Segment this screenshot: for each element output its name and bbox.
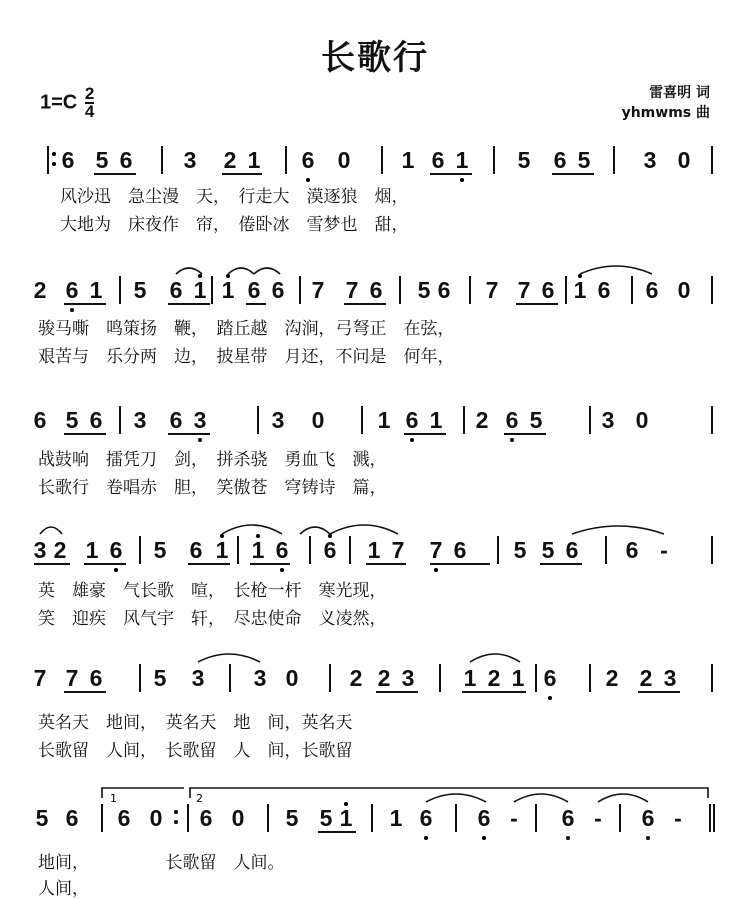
slur xyxy=(198,654,260,662)
lyric-line: 风沙迅 急尘漫 天， 行走大 漠逐狼 烟， xyxy=(60,187,409,207)
note: 7 xyxy=(391,537,405,563)
note: 6 xyxy=(431,147,445,173)
lyric-line: 英 雄豪 气长歌 喧， 长枪一杆 寒光现， xyxy=(38,581,387,601)
note: 6 xyxy=(199,805,213,831)
note: 1 xyxy=(89,277,103,303)
slur xyxy=(40,527,62,534)
composer-credit: yhmwms 曲 xyxy=(621,105,710,121)
note: 2 xyxy=(349,665,363,691)
lyric-line: 笑 迎疾 风气宇 轩， 尽忠使命 义凌然， xyxy=(38,609,387,629)
lyric-line: 长歌行 卷唱赤 胆， 笑傲苍 穹铸诗 篇， xyxy=(38,478,387,498)
note: 2 xyxy=(475,407,489,433)
note: 1 xyxy=(221,277,235,303)
note: 6 xyxy=(275,537,289,563)
note: 1 xyxy=(247,147,261,173)
slur xyxy=(300,527,330,534)
note: 6 xyxy=(565,537,579,563)
note: 1 xyxy=(377,407,391,433)
note: 7 xyxy=(33,665,47,691)
note: 1 xyxy=(85,537,99,563)
note: 6 xyxy=(645,277,659,303)
note: - xyxy=(660,537,668,563)
lyric-line: 战鼓响 擂凭刀 剑， 拼杀骁 勇血飞 溅， xyxy=(38,450,387,470)
note: 7 xyxy=(345,277,359,303)
note: 1 xyxy=(573,277,587,303)
note: - xyxy=(594,805,602,831)
note: 5 xyxy=(35,805,49,831)
octave-dot-low xyxy=(482,836,486,840)
note: 0 xyxy=(677,147,691,173)
lyric-line: 地间， 长歌留 人间。 xyxy=(38,853,285,873)
note: 5 xyxy=(541,537,555,563)
lyricist-credit: 雷喜明 词 xyxy=(649,85,710,101)
octave-dot-low xyxy=(410,438,414,442)
note: 7 xyxy=(429,537,443,563)
note: 0 xyxy=(677,277,691,303)
note: 6 xyxy=(247,277,261,303)
octave-dot-low xyxy=(70,308,74,312)
lyric-line: 人间， xyxy=(38,879,89,899)
lyric-line: 英名天 地间， 英名天 地 间，英名天 xyxy=(38,713,353,733)
note: 6 xyxy=(65,277,79,303)
note: 1 xyxy=(389,805,403,831)
note: 7 xyxy=(311,277,325,303)
note: 6 xyxy=(553,147,567,173)
octave-dot-low xyxy=(114,568,118,572)
note: 5 xyxy=(417,277,431,303)
note: 6 xyxy=(369,277,383,303)
slur xyxy=(572,526,664,534)
note: 6 xyxy=(169,277,183,303)
note: 6 xyxy=(89,407,103,433)
note: 6 xyxy=(597,277,611,303)
note: 2 xyxy=(639,665,653,691)
note: 5 xyxy=(285,805,299,831)
note: 0 xyxy=(337,147,351,173)
octave-dot-low xyxy=(548,696,552,700)
note: 1 xyxy=(429,407,443,433)
note: 1 xyxy=(193,277,207,303)
octave-dot-low xyxy=(510,438,514,442)
note: 5 xyxy=(319,805,333,831)
note: 5 xyxy=(133,277,147,303)
note: 1 xyxy=(511,665,525,691)
slur xyxy=(228,268,254,274)
note: 1 xyxy=(463,665,477,691)
note: 0 xyxy=(149,805,163,831)
octave-dot-low xyxy=(566,836,570,840)
note: 6 xyxy=(109,537,123,563)
note: 6 xyxy=(65,805,79,831)
time-signature-numerator: 2 xyxy=(84,84,95,103)
repeat-dot xyxy=(52,152,56,156)
volta-bracket-2 xyxy=(190,788,708,798)
slur xyxy=(222,525,282,534)
note: 2 xyxy=(223,147,237,173)
note: 1 xyxy=(367,537,381,563)
lyric-line: 骏马嘶 鸣策扬 鞭， 踏丘越 沟涧，弓弩正 在弦， xyxy=(38,319,455,339)
note: 3 xyxy=(643,147,657,173)
lyric-line: 长歌留 人间， 长歌留 人 间，长歌留 xyxy=(38,741,353,761)
note: 0 xyxy=(285,665,299,691)
note: 5 xyxy=(65,407,79,433)
note: 5 xyxy=(577,147,591,173)
note: 2 xyxy=(33,277,47,303)
note: 6 xyxy=(541,277,555,303)
note: 7 xyxy=(65,665,79,691)
repeat-dot xyxy=(52,162,56,166)
note: 6 xyxy=(301,147,315,173)
note: 3 xyxy=(183,147,197,173)
slur xyxy=(598,794,648,802)
note: 5 xyxy=(153,537,167,563)
octave-dot-low xyxy=(434,568,438,572)
note: 3 xyxy=(133,407,147,433)
lyric-line: 艰苦与 乐分两 边， 披星带 月还，不问是 何年， xyxy=(38,347,455,367)
note: 1 xyxy=(455,147,469,173)
time-signature-denominator: 4 xyxy=(84,102,95,121)
note: 1 xyxy=(251,537,265,563)
note: 6 xyxy=(61,147,75,173)
note: 3 xyxy=(253,665,267,691)
note: 5 xyxy=(153,665,167,691)
note: 0 xyxy=(311,407,325,433)
octave-dot-low xyxy=(460,178,464,182)
note: 6 xyxy=(641,805,655,831)
note: 6 xyxy=(89,665,103,691)
repeat-dot xyxy=(174,820,178,824)
note: 6 xyxy=(477,805,491,831)
note: 2 xyxy=(605,665,619,691)
note: 6 xyxy=(561,805,575,831)
note: 6 xyxy=(169,407,183,433)
note: 0 xyxy=(231,805,245,831)
note: 0 xyxy=(635,407,649,433)
note: 6 xyxy=(625,537,639,563)
note: 6 xyxy=(33,407,47,433)
note: 6 xyxy=(437,277,451,303)
note: 3 xyxy=(271,407,285,433)
note: 5 xyxy=(513,537,527,563)
octave-dot-low xyxy=(198,438,202,442)
note: 6 xyxy=(271,277,285,303)
note: 6 xyxy=(405,407,419,433)
slur xyxy=(330,525,398,534)
note: 3 xyxy=(601,407,615,433)
note: 6 xyxy=(505,407,519,433)
song-title: 长歌行 xyxy=(321,38,429,78)
note: 7 xyxy=(485,277,499,303)
octave-dot-low xyxy=(646,836,650,840)
note: 1 xyxy=(401,147,415,173)
note: 5 xyxy=(95,147,109,173)
volta-number-2: 2 xyxy=(196,792,203,805)
slur xyxy=(176,268,202,274)
note: 5 xyxy=(529,407,543,433)
note: 3 xyxy=(193,407,207,433)
slur xyxy=(470,654,520,662)
note: 5 xyxy=(517,147,531,173)
slur xyxy=(514,794,568,802)
note: 7 xyxy=(517,277,531,303)
note: 6 xyxy=(189,537,203,563)
slur xyxy=(580,266,652,274)
octave-dot-low xyxy=(280,568,284,572)
repeat-dot xyxy=(174,810,178,814)
key-label: 1=C xyxy=(40,91,78,114)
lyric-line: 大地为 床夜作 帘， 倦卧冰 雪梦也 甜， xyxy=(60,215,409,235)
note: 2 xyxy=(487,665,501,691)
note: 3 xyxy=(663,665,677,691)
note: - xyxy=(674,805,682,831)
note: 2 xyxy=(377,665,391,691)
note: - xyxy=(510,805,518,831)
note: 2 xyxy=(53,537,67,563)
note: 1 xyxy=(215,537,229,563)
slur xyxy=(254,268,280,274)
note: 6 xyxy=(119,147,133,173)
volta-number-1: 1 xyxy=(110,792,117,805)
note: 6 xyxy=(543,665,557,691)
note: 6 xyxy=(419,805,433,831)
slur xyxy=(426,794,486,802)
note: 6 xyxy=(323,537,337,563)
note: 1 xyxy=(339,805,353,831)
note: 3 xyxy=(33,537,47,563)
note: 3 xyxy=(401,665,415,691)
note: 6 xyxy=(453,537,467,563)
octave-dot-low xyxy=(424,836,428,840)
note: 3 xyxy=(191,665,205,691)
note: 6 xyxy=(117,805,131,831)
